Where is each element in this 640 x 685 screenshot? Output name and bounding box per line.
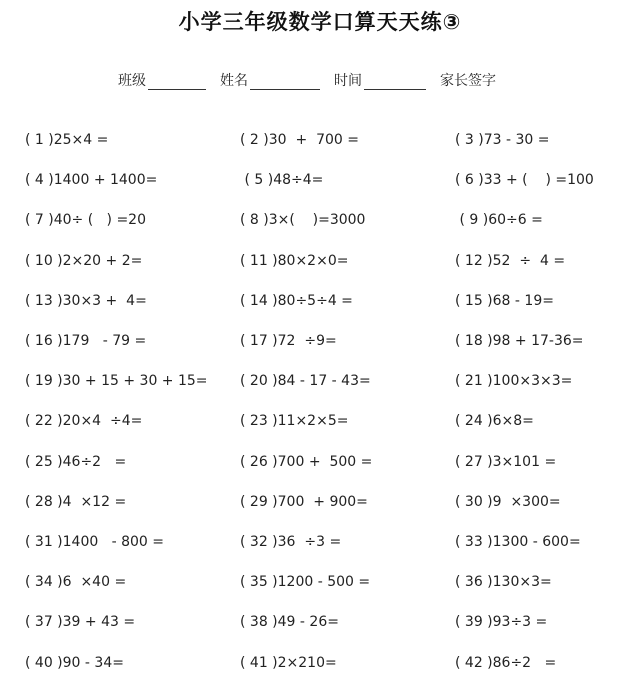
problem-expression: 93÷3 =: [492, 614, 548, 631]
problem-number: ( 27 ): [455, 453, 493, 470]
problem-number: ( 5 ): [240, 172, 274, 189]
problem-number: ( 20 ): [240, 373, 278, 390]
problem-expression: 4 ×12 =: [62, 493, 127, 510]
problem-item: [25, 200, 240, 240]
problem-number: ( 42 ): [455, 654, 493, 671]
problem-item: [240, 522, 455, 562]
problem-number: ( 10 ): [25, 252, 63, 269]
problem-expression: 700 + 900=: [277, 493, 368, 510]
problem-number: ( 31 ): [25, 533, 63, 550]
problem-number: ( 17 ): [240, 333, 278, 350]
problem-item: [25, 241, 240, 281]
problem-expression: 100×3×3=: [492, 373, 573, 390]
problem-expression: 30 + 700 =: [268, 132, 359, 149]
problem-number: ( 22 ): [25, 413, 63, 430]
problem-item: [25, 522, 240, 562]
problem-expression: 25×4 =: [53, 132, 109, 149]
problem-number: ( 3 ): [455, 132, 484, 149]
problem-item: [455, 321, 625, 361]
problem-number: ( 12 ): [455, 252, 493, 269]
problem-number: ( 9 ): [455, 212, 489, 229]
problem-expression: 84 - 17 - 43=: [277, 373, 371, 390]
problem-expression: 60÷6 =: [488, 212, 543, 229]
problem-expression: 98 + 17-36=: [492, 333, 584, 350]
problem-item: [240, 602, 455, 642]
problem-item: [25, 160, 240, 200]
problem-item: [240, 642, 455, 682]
name-field: [220, 70, 320, 90]
time-label: 时间: [334, 73, 362, 89]
problem-item: [455, 281, 625, 321]
problem-number: ( 23 ): [240, 413, 278, 430]
problem-item: [25, 642, 240, 682]
problem-expression: 1200 - 500 =: [277, 574, 371, 591]
problem-item: [25, 482, 240, 522]
problem-expression: 80×2×0=: [277, 252, 349, 269]
problem-expression: 6×8=: [492, 413, 534, 430]
class-blank[interactable]: [148, 75, 206, 90]
problem-number: ( 4 ): [25, 172, 54, 189]
problem-expression: 48÷4=: [273, 172, 324, 189]
problem-item: [240, 562, 455, 602]
worksheet-title: 小学三年级数学口算天天练③: [178, 10, 462, 34]
class-label: 班级: [118, 73, 146, 89]
problem-item: [25, 281, 240, 321]
problem-item: [25, 361, 240, 401]
parent-signature-field: [440, 70, 496, 90]
time-field: [334, 70, 426, 90]
problem-item: [240, 361, 455, 401]
problem-expression: 52 ÷ 4 =: [492, 252, 566, 269]
problem-number: ( 16 ): [25, 333, 63, 350]
problem-number: ( 32 ): [240, 533, 278, 550]
problem-item: [25, 120, 240, 160]
name-label: 姓名: [220, 73, 248, 89]
problem-number: ( 30 ): [455, 493, 493, 510]
problem-number: ( 8 ): [240, 212, 269, 229]
problem-item: [25, 442, 240, 482]
problem-expression: 1400 + 1400=: [53, 172, 158, 189]
problem-number: ( 29 ): [240, 493, 278, 510]
problem-number: ( 36 ): [455, 574, 493, 591]
problem-item: [25, 321, 240, 361]
problem-expression: 1400 - 800 =: [62, 533, 165, 550]
problem-number: ( 7 ): [25, 212, 54, 229]
problem-number: ( 40 ): [25, 654, 63, 671]
problem-expression: 46÷2 =: [62, 453, 127, 470]
problem-number: ( 13 ): [25, 292, 63, 309]
problem-expression: 90 - 34=: [62, 654, 124, 671]
problem-expression: 700 + 500 =: [277, 453, 373, 470]
problem-expression: 30×3 + 4=: [62, 292, 147, 309]
problem-number: ( 38 ): [240, 614, 278, 631]
problem-item: [455, 482, 625, 522]
problem-item: [455, 361, 625, 401]
class-field: [118, 70, 206, 90]
problem-item: [455, 522, 625, 562]
problem-expression: 1300 - 600=: [492, 533, 581, 550]
problem-expression: 33 + ( ) =100: [483, 172, 594, 189]
problem-item: [455, 401, 625, 441]
problem-number: ( 34 ): [25, 574, 63, 591]
problem-number: ( 33 ): [455, 533, 493, 550]
problem-expression: 6 ×40 =: [62, 574, 127, 591]
name-blank[interactable]: [250, 75, 320, 90]
problem-item: [455, 160, 625, 200]
problem-number: ( 11 ): [240, 252, 278, 269]
problem-number: ( 18 ): [455, 333, 493, 350]
problem-item: [240, 281, 455, 321]
problem-expression: 73 - 30 =: [483, 132, 550, 149]
parent-signature-label: 家长签字: [440, 73, 496, 89]
problem-expression: 72 ÷9=: [277, 333, 337, 350]
problem-expression: 2×210=: [277, 654, 337, 671]
problem-number: ( 25 ): [25, 453, 63, 470]
problem-item: [240, 241, 455, 281]
problem-item: [455, 241, 625, 281]
problem-number: ( 28 ): [25, 493, 63, 510]
problem-expression: 36 ÷3 =: [277, 533, 342, 550]
problem-number: ( 1 ): [25, 132, 54, 149]
problem-expression: 130×3=: [492, 574, 552, 591]
problem-item: [25, 401, 240, 441]
problem-number: ( 21 ): [455, 373, 493, 390]
student-info-row: [118, 66, 510, 90]
problem-number: ( 14 ): [240, 292, 278, 309]
problem-number: ( 6 ): [455, 172, 484, 189]
time-blank[interactable]: [364, 75, 426, 90]
problem-item: [455, 120, 625, 160]
problem-item: [455, 200, 625, 240]
problem-expression: 3×101 =: [492, 453, 557, 470]
problem-expression: 9 ×300=: [492, 493, 561, 510]
problem-expression: 11×2×5=: [277, 413, 349, 430]
problem-item: [240, 160, 455, 200]
problem-item: [25, 602, 240, 642]
problem-expression: 2×20 + 2=: [62, 252, 143, 269]
problem-expression: 179 - 79 =: [62, 333, 147, 350]
problem-item: [240, 401, 455, 441]
problem-item: [240, 321, 455, 361]
problem-item: [240, 120, 455, 160]
problem-number: ( 35 ): [240, 574, 278, 591]
problem-expression: 3×( )=3000: [268, 212, 366, 229]
problem-number: ( 2 ): [240, 132, 269, 149]
problem-number: ( 39 ): [455, 614, 493, 631]
problem-expression: 68 - 19=: [492, 292, 554, 309]
problem-item: [455, 602, 625, 642]
problem-expression: 39 + 43 =: [62, 614, 136, 631]
problem-expression: 20×4 ÷4=: [62, 413, 143, 430]
problem-item: [240, 482, 455, 522]
problem-number: ( 15 ): [455, 292, 493, 309]
problem-number: ( 41 ): [240, 654, 278, 671]
problem-item: [455, 562, 625, 602]
problem-item: [240, 442, 455, 482]
problem-number: ( 24 ): [455, 413, 493, 430]
problem-item: [240, 200, 455, 240]
problem-item: [25, 562, 240, 602]
problem-expression: 40÷ ( ) =20: [53, 212, 146, 229]
problem-item: [455, 642, 625, 682]
problem-expression: 49 - 26=: [277, 614, 339, 631]
problem-number: ( 37 ): [25, 614, 63, 631]
problem-grid: [25, 120, 625, 683]
problem-item: [455, 442, 625, 482]
problem-expression: 80÷5÷4 =: [277, 292, 353, 309]
problem-number: ( 26 ): [240, 453, 278, 470]
problem-expression: 30 + 15 + 30 + 15=: [62, 373, 208, 390]
problem-number: ( 19 ): [25, 373, 63, 390]
problem-expression: 86÷2 =: [492, 654, 557, 671]
